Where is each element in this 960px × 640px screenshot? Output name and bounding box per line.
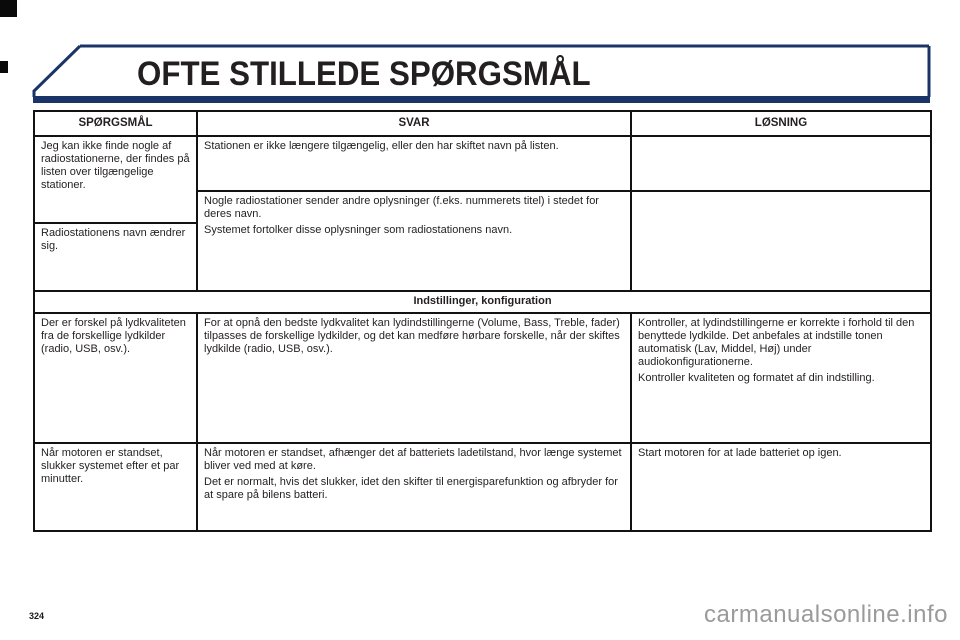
page-title: OFTE STILLEDE SPØRGSMÅL (137, 55, 591, 93)
table-row (34, 313, 931, 443)
faq-answer-cell (197, 191, 631, 291)
faq-header-row (34, 111, 931, 136)
section-banner-row (34, 291, 931, 313)
faq-solution-cell (631, 191, 931, 291)
page-number: 324 (29, 611, 45, 621)
column-header-answer: SVAR (197, 111, 631, 136)
answer-paragraph: Nogle radiostationer sender andre oplysninger (f.eks. nummerets titel) i stedet for deres navn. (204, 195, 599, 220)
table-row (34, 136, 931, 191)
column-header-solution: LØSNING (631, 111, 931, 136)
faq-question-cell: Der er forskel på lydkvaliteten fra de forskellige lydkilder (radio, USB, osv.). (34, 313, 197, 443)
answer-paragraph: Systemet fortolker disse oplysninger som radiostationens navn. (204, 224, 513, 236)
section-banner: Indstillinger, konfiguration (34, 291, 931, 313)
solution-paragraph: Start motoren for at lade batteriet op igen. (638, 447, 842, 459)
solution-paragraph: Kontroller kvaliteten og formatet af din indstilling. (638, 372, 875, 384)
table-row (34, 443, 931, 531)
faq-answer-cell: Stationen er ikke længere tilgængelig, eller den har skiftet navn på listen. (197, 136, 631, 191)
faq-answer-cell (197, 443, 631, 531)
faq-solution-cell (631, 136, 931, 191)
faq-answer-cell (197, 313, 631, 443)
answer-paragraph: For at opnå den bedste lydkvalitet kan lydindstillingerne (Volume, Bass, Treble, fader) tilpasses de forskellige lydkilder, og det kan medføre hørbare forskelle, når der skiftes lydkilde (radio, USB, osv.). (204, 317, 620, 355)
solution-paragraph: Kontroller, at lydindstillingerne er korrekte i forhold til den benyttede lydkilde. Det anbefales at indstille tonen automatisk (Lav, Middel, Høj) under audiokonfigurationerne. (638, 317, 915, 368)
faq-question-cell: Radiostationens navn ændrer sig. (34, 223, 197, 291)
watermark: carmanualsonline.info (704, 601, 948, 628)
column-header-question: SPØRGSMÅL (34, 111, 197, 136)
answer-paragraph: Det er normalt, hvis det slukker, idet den skifter til energisparefunktion og afbryder for at spare på bilens batteri. (204, 476, 618, 501)
faq-question-cell: Når motoren er standset, slukker systemet efter et par minutter. (34, 443, 197, 531)
answer-paragraph: Når motoren er standset, afhænger det af batteriets ladetilstand, hvor længe systemet bliver ved med at køre. (204, 447, 622, 472)
faq-solution-cell (631, 443, 931, 531)
faq-solution-cell (631, 313, 931, 443)
faq-table (33, 110, 932, 532)
faq-question-cell: Jeg kan ikke finde nogle af radiostationerne, der findes på listen over tilgængelige stationer. (34, 136, 197, 223)
